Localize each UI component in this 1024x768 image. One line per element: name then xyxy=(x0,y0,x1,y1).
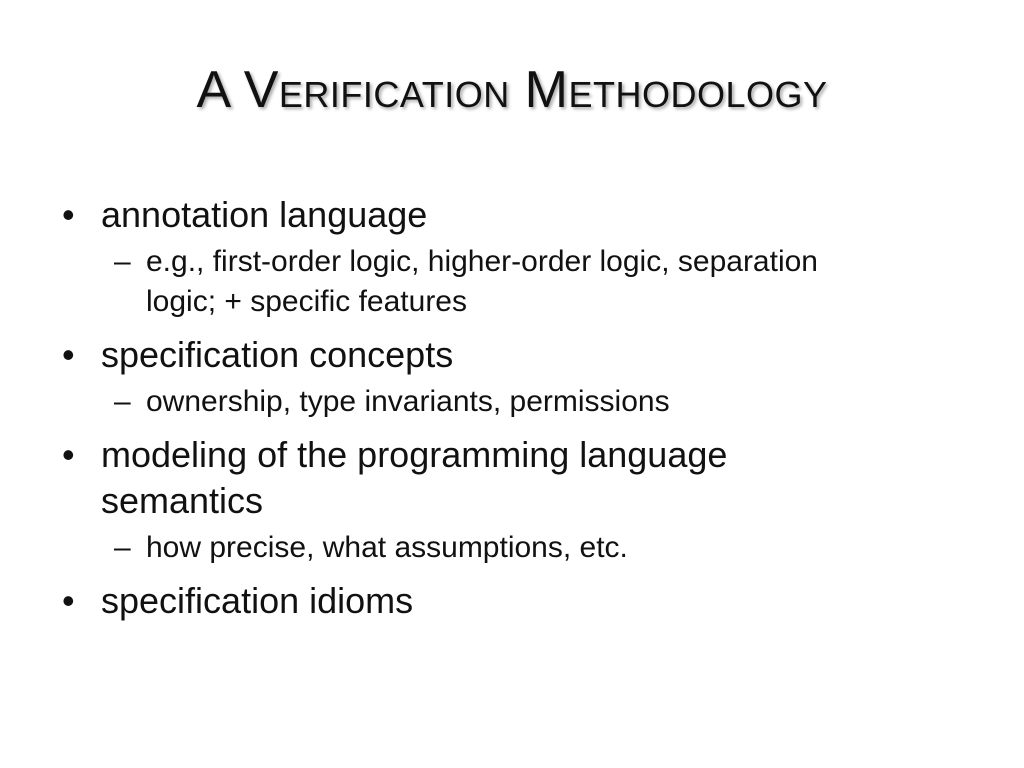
sub-bullet-item xyxy=(0,382,1024,422)
bullet-text: specification concepts xyxy=(101,334,454,375)
slide-body xyxy=(0,182,1024,624)
bullet-text: specification idioms xyxy=(101,580,414,621)
bullet-dot-icon: • xyxy=(62,580,75,621)
slide-title: A Verification Methodology xyxy=(196,61,828,119)
bullet-dot-icon: • xyxy=(62,334,75,375)
sub-bullet-item xyxy=(0,528,1024,568)
sub-bullet-text: how precise, what assumptions, etc. xyxy=(146,531,628,564)
dash-icon: – xyxy=(114,245,131,278)
bullet-text: annotation language xyxy=(101,194,428,235)
bullet-item xyxy=(0,332,1024,378)
bullet-dot-icon: • xyxy=(62,194,75,235)
sub-bullet-item xyxy=(0,242,1024,322)
dash-icon: – xyxy=(114,531,131,564)
bullet-dot-icon: • xyxy=(62,434,75,475)
sub-bullet-text: e.g., first-order logic, higher-order logic, separation logic; + specific features xyxy=(146,245,818,318)
dash-icon: – xyxy=(114,385,131,418)
bullet-text: modeling of the programming language semantics xyxy=(101,434,728,521)
bullet-item xyxy=(0,432,1024,524)
sub-bullet-text: ownership, type invariants, permissions xyxy=(146,385,670,418)
bullet-item xyxy=(0,578,1024,624)
bullet-item xyxy=(0,192,1024,238)
